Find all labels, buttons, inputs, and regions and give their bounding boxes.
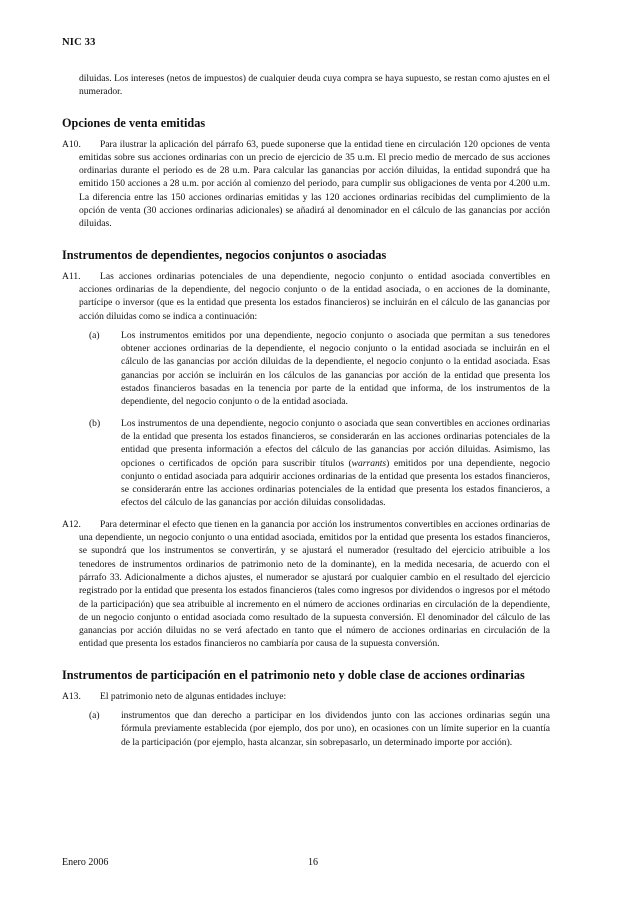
paragraph-text: Para ilustrar la aplicación del párrafo 63, puede suponerse que la entidad tiene en circulación 120 opciones de venta emitidas sobre sus acciones ordinarias con un precio de ejercicio de 35 u.m. El precio medio de mercado de sus acciones ordinarias durante el periodo es de 28 u.m. Para calcular las ganancias por acción diluidas, la entidad supondrá que ha emitido 150 acciones a 28 u.m. por acción al comienzo del periodo, para cumplir sus obligaciones de venta por 4.200 u.m. La diferencia entre las 150 acciones ordinarias emitidas y las 120 acciones ordinarias recibidas del cumplimiento de la opción de venta (30 acciones ordinarias adicionales) se añadirá al denominador en el cálculo de las ganancias por acción diluidas.: [79, 138, 550, 230]
list-item-letter: (a): [89, 329, 100, 341]
running-header: NIC 33: [62, 37, 96, 48]
paragraph-text: El patrimonio neto de algunas entidades incluye:: [100, 690, 287, 702]
section-heading: Instrumentos de dependientes, negocios conjuntos o asociadas: [62, 247, 387, 262]
page-number: 16: [308, 857, 318, 868]
paragraph-number: A10.: [62, 138, 81, 150]
list-item-text-part: Los instrumentos de una dependiente, negocio conjunto o asociada que sean convertibles en acciones ordinarias de la entidad que presenta los estados financieros, se considerarán en las acciones ordinarias potenciales de la entidad que presenta información a efectos del cálculo de las ganancias por acción diluidas. Asimismo, las opciones o certificados de opción para suscribir títulos (: [121, 417, 550, 469]
list-item-text-part: ) emitidos por una dependiente, negocio conjunto o entidad asociada para adquirir acciones ordinarias de la entidad que presenta los estados financieros, se considerarán entre las acciones ordinarias potenciales de la entidad que presenta los estados financieros, a efectos del cálculo de las ganancias por acción diluidas consolidadas.: [121, 457, 550, 509]
list-item-a: [62, 329, 550, 409]
list-item-letter: (a): [89, 709, 100, 721]
section-heading: Instrumentos de participación en el patrimonio neto y doble clase de acciones ordinarias: [62, 667, 525, 682]
list-item-a: [62, 709, 550, 749]
italic-term: warrants: [351, 457, 387, 469]
list-item-text: Los instrumentos emitidos por una dependiente, negocio conjunto o asociada que permitan a sus tenedores obtener acciones ordinarias de la dependiente, el negocio conjunto o la entidad asociada se incluirán en el cálculo de las ganancias por acción diluidas de la dependiente, el negocio conjunto o la entidad asociada. Esas ganancias por acción se incluirán en los cálculos de las ganancias por acción de la entidad que presenta los estados financieros basadas en la tenencia por parte de la entidad que informa, de los instrumentos de la dependiente, del negocio conjunto o de la entidad asociada.: [121, 329, 550, 408]
paragraph-a10: [62, 138, 550, 231]
page-content: [62, 72, 550, 757]
footer-date: Enero 2006: [62, 857, 109, 868]
list-item-letter: (b): [89, 417, 101, 429]
paragraph-number: A13.: [62, 690, 81, 702]
paragraph-text: Las acciones ordinarias potenciales de una dependiente, negocio conjunto o entidad asociada convertibles en acciones ordinarias de la dependiente, del negocio conjunto o de la entidad asociada, o en acciones de la dominante, partícipe o inversor (que es la entidad que presenta los estados financieros) se incluirán en el cálculo de las ganancias por acción diluidas como se indica a continuación:: [79, 270, 550, 322]
paragraph-number: A12.: [62, 518, 81, 530]
paragraph-text: Para determinar el efecto que tienen en la ganancia por acción los instrumentos convertibles en acciones ordinarias de una dependiente, un negocio conjunto o una entidad asociada, emitidos por la entidad que presenta los estados financieros, se supondrá que los instrumentos se convertirán, y se ajustará el numerador (resultado del ejercicio atribuible a los tenedores de instrumentos ordinarios de patrimonio neto de la dominante), en la medida necesaria, de acuerdo con el párrafo 33. Adicionalmente a dichos ajustes, el numerador se ajustará por cualquier cambio en el resultado del ejercicio registrado por la entidad que presenta los estados financieros (tales como ingresos por dividendos o ingresos por el método de la participación) que sea atribuible al incremento en el número de acciones ordinarias en circulación de la dependiente, de un negocio conjunto o entidad asociada como resultado de la supuesta conversión. El denominador del cálculo de las ganancias por acción diluidas no se verá afectado en tanto que el número de acciones ordinarias en circulación de la entidad que presenta los estados financieros no cambiaría por causa de la supuesta conversión.: [79, 518, 550, 650]
list-item-b: [62, 417, 550, 510]
paragraph-a11: [62, 270, 550, 323]
list-item-text: instrumentos que dan derecho a participar en los dividendos junto con las acciones ordinarias según una fórmula previamente establecida (por ejemplo, dos por uno), en ocasiones con un límite superior en la cuantía de la participación (por ejemplo, hasta alcanzar, sin sobrepasarlo, un determinado importe por acción).: [121, 709, 550, 748]
section-heading: Opciones de venta emitidas: [62, 115, 206, 130]
paragraph-a12: [62, 518, 550, 651]
continued-paragraph: diluidas. Los intereses (netos de impuestos) de cualquier deuda cuya compra se haya supuesto, se restan como ajustes en el numerador.: [79, 73, 550, 98]
paragraph-number: A11.: [62, 270, 81, 282]
paragraph-a13: [62, 690, 550, 703]
